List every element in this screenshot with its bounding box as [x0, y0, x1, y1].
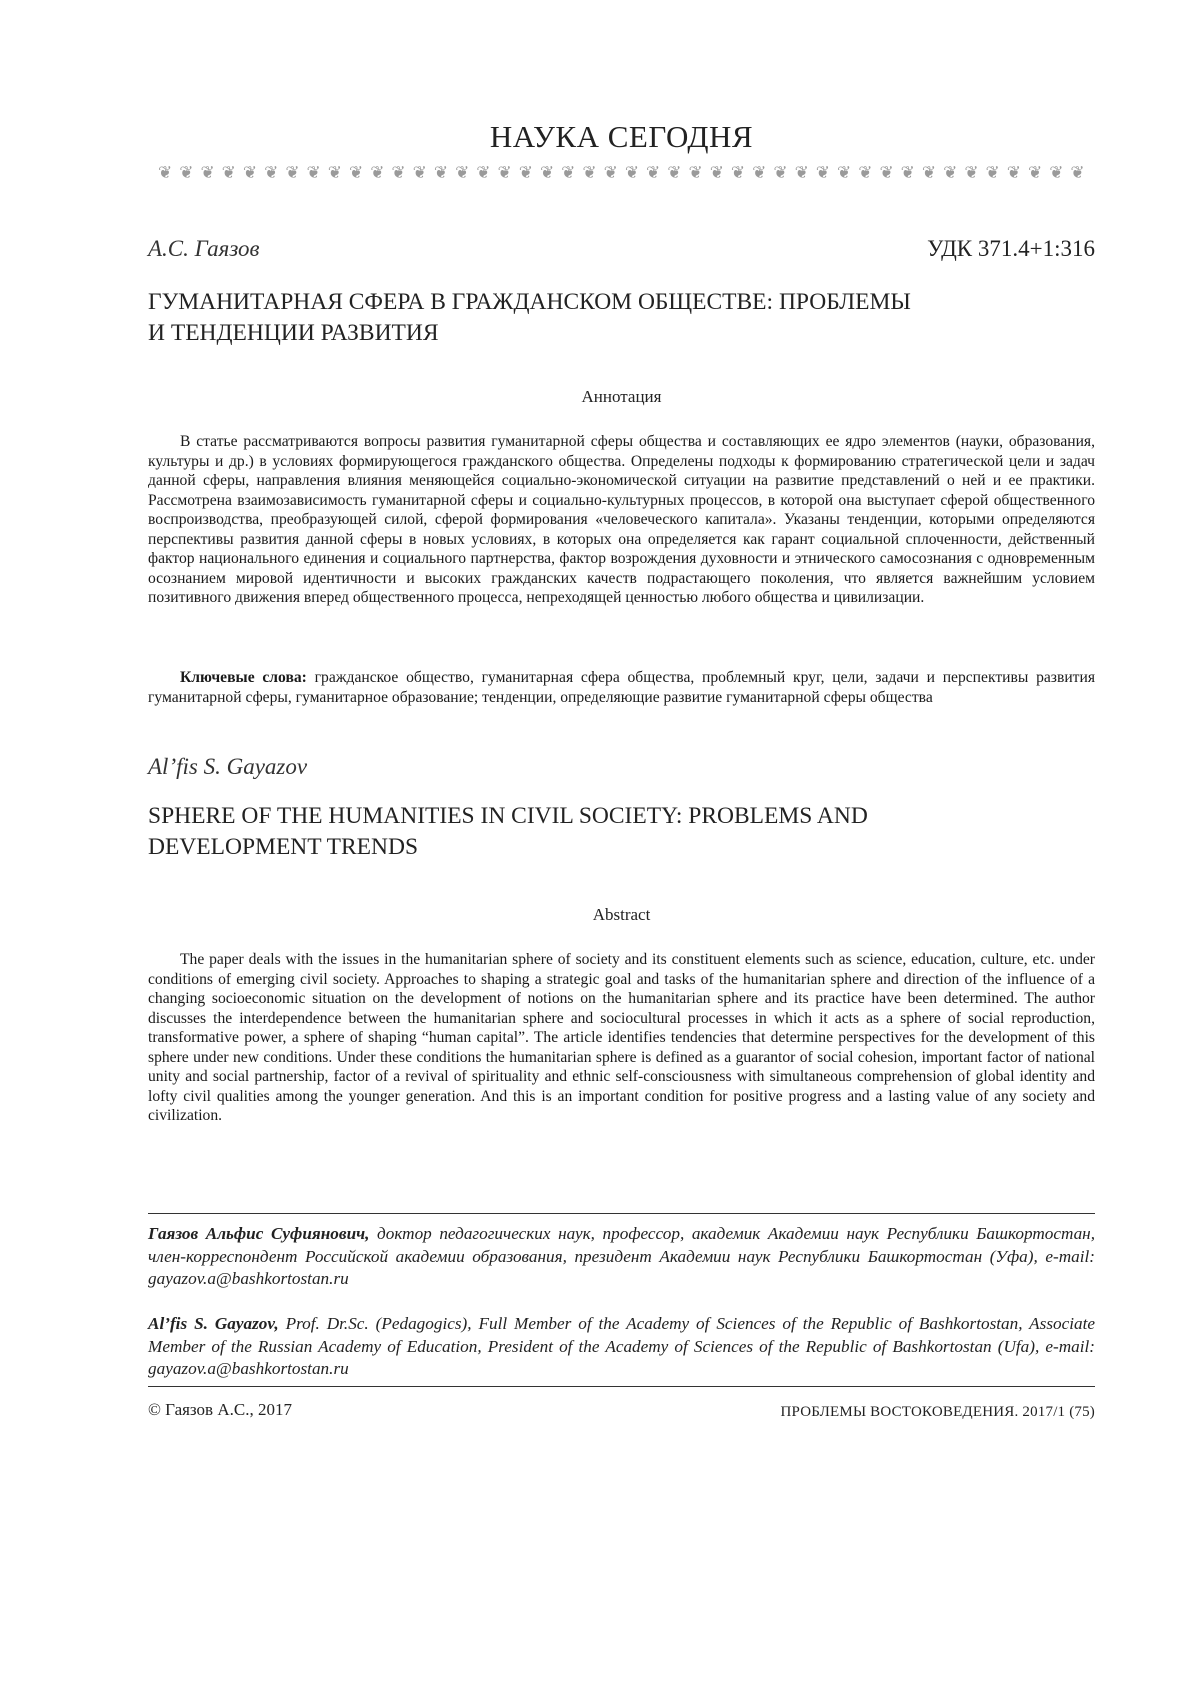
ornament-leaf-icon: ❦	[709, 163, 724, 182]
ornament-leaf-icon: ❦	[285, 163, 300, 182]
ornament-leaf-icon: ❦	[539, 163, 555, 182]
ornament-leaf-icon: ❦	[497, 163, 512, 182]
ornament-leaf-icon: ❦	[158, 163, 173, 182]
ornament-leaf-icon: ❦	[1070, 163, 1085, 182]
ornament-leaf-icon: ❦	[348, 163, 364, 182]
ornament-leaf-icon: ❦	[688, 163, 703, 182]
article-title-ru	[148, 287, 1095, 349]
ornament-leaf-icon: ❦	[879, 163, 894, 182]
ornament-leaf-icon: ❦	[773, 163, 788, 182]
ornament-leaf-icon: ❦	[837, 163, 852, 182]
ornament-leaf-icon: ❦	[582, 163, 597, 182]
ornament-leaf-icon: ❦	[264, 163, 279, 182]
keywords-label: Ключевые слова:	[180, 669, 307, 686]
ornament-leaf-icon: ❦	[985, 163, 1000, 182]
abstract-text-en: The paper deals with the issues in the humanitarian sphere of society and its constituent elements such as science, education, culture, etc. under conditions of emerging civil society. Approaches to shaping a strategic goal and tasks of the humanitarian sphere and direction of the influence of a changing socioeconomic situation on the development of notions on the humanitarian sphere and its practice have been determined. The author discusses the interdependence between the humanitarian sphere and sociocultural processes in which it acts as a sphere of social reproduction, transformative power, a sphere of shaping “human capital”. The article identifies tendencies that determine perspectives for the development of this sphere under new conditions. Under these conditions the humanitarian sphere is defined as a guarantor of social cohesion, important factor of national unity and social partnership, factor of a revival of spirituality and ethnic self-consciousness with simultaneous comprehension of global identity and lofty civil qualities among the younger generation. And this is an important condition for positive progress and a lasting value of any society and civilization.	[148, 951, 1095, 1124]
abstract-text-ru: В статье рассматриваются вопросы развития гуманитарной сферы общества и составляющих ее ядро элементов (науки, образования, культуры и др.) в условиях формирующегося гражданского общества. Определены подходы к формированию стратегической цели и задач данной сферы, направления влияния меняющейся социально-экономической ситуации на развитие представлений о ней и ее практики. Рассмотрена взаимозависимость гуманитарной сферы и социально-культурных процессов, в которой она выступает сферой общественного воспроизводства, преобразующей силой, сферой формирования «человеческого капитала». Указаны тенденции, которыми определяются перспективы развития данной сферы в новых условиях, в которых она определяется как гарант социальной сплоченности, действенный фактор национального единения и социального партнерства, фактор возрождения духовности и этнического самосознания с одновременным осознанием мировой идентичности и высоких гражданских качеств подрастающего поколения, что является важнейшим условием позитивного движения вперед общественного процесса, непреходящей ценностью любого общества и цивилизации.	[148, 433, 1095, 606]
divider-top	[148, 1213, 1095, 1214]
keywords-ru	[148, 668, 1095, 707]
author-name-ru: А.С. Гаязов	[148, 236, 260, 261]
ornament-leaf-icon: ❦	[794, 163, 809, 182]
author-bio-en	[148, 1313, 1095, 1381]
udk-code: УДК 371.4+1:316	[927, 236, 1095, 261]
journal-page	[148, 0, 1095, 1697]
copyright: © Гаязов А.С., 2017	[148, 1400, 292, 1419]
article-title-en	[148, 801, 1095, 863]
ornament-leaf-icon: ❦	[730, 163, 746, 182]
ornament-leaf-icon: ❦	[179, 163, 194, 182]
ornament-leaf-icon: ❦	[900, 163, 915, 182]
abstract-heading-ru: Аннотация	[581, 387, 662, 406]
article-title-en-line1: SPHERE OF THE HUMANITIES IN CIVIL SOCIETY: PROBLEMS AND	[148, 803, 868, 829]
author-bio-en-text: Prof. Dr.Sc. (Pedagogics), Full Member of the Academy of Sciences of the Republic of Bashkortostan, Associate Member of the Russian Academy of Education, President of the Academy of Sciences of the Republic of Bashkortostan (Ufa), e-mail: gayazov.a@bashkortostan.ru	[148, 1314, 1095, 1378]
ornament-leaf-icon: ❦	[412, 163, 427, 182]
author-udk-row	[148, 236, 1095, 262]
ornament-leaf-icon: ❦	[1027, 163, 1043, 182]
ornament-leaf-icon: ❦	[455, 163, 470, 182]
ornament-leaf-icon: ❦	[603, 163, 618, 182]
ornament-leaf-icon: ❦	[752, 163, 767, 182]
ornament-leaf-icon: ❦	[242, 163, 258, 182]
ornament-leaf-icon: ❦	[667, 163, 682, 182]
article-title-ru-line1: ГУМАНИТАРНАЯ СФЕРА В ГРАЖДАНСКОМ ОБЩЕСТВЕ: ПРОБЛЕМЫ	[148, 289, 911, 315]
ornament-leaf-icon: ❦	[624, 163, 640, 182]
ornament-border	[158, 162, 1085, 184]
ornament-leaf-icon: ❦	[921, 163, 937, 182]
ornament-leaf-icon: ❦	[646, 163, 661, 182]
ornament-leaf-icon: ❦	[327, 163, 342, 182]
ornament-leaf-icon: ❦	[518, 163, 533, 182]
ornament-leaf-icon: ❦	[433, 163, 449, 182]
divider-bottom	[148, 1386, 1095, 1387]
author-name-en: Al’fis S. Gayazov	[148, 754, 308, 779]
article-title-ru-line2: И ТЕНДЕНЦИИ РАЗВИТИЯ	[148, 320, 439, 346]
ornament-leaf-icon: ❦	[1049, 163, 1064, 182]
ornament-leaf-icon: ❦	[476, 163, 491, 182]
ornament-leaf-icon: ❦	[1006, 163, 1021, 182]
ornament-leaf-icon: ❦	[943, 163, 958, 182]
abstract-heading-en: Abstract	[592, 905, 651, 924]
author-bio-en-name: Al’fis S. Gayazov,	[148, 1314, 279, 1333]
author-bio-ru-name: Гаязов Альфис Суфиянович,	[148, 1224, 370, 1243]
ornament-leaf-icon: ❦	[391, 163, 406, 182]
author-bio-ru	[148, 1223, 1095, 1291]
ornament-leaf-icon: ❦	[221, 163, 236, 182]
ornament-leaf-icon: ❦	[815, 163, 831, 182]
journal-issue: ПРОБЛЕМЫ ВОСТОКОВЕДЕНИЯ. 2017/1 (75)	[780, 1404, 1095, 1420]
ornament-leaf-icon: ❦	[306, 163, 321, 182]
ornament-leaf-icon: ❦	[200, 163, 215, 182]
author-bio-ru-text: доктор педагогических наук, профессор, академик Академии наук Республики Башкортостан, член-корреспондент Российской академии образования, президент Академии наук Республики Башкортостан (Уфа), e-mail: gayazov.a@bashkortostan.ru	[148, 1224, 1095, 1288]
ornament-leaf-icon: ❦	[561, 163, 576, 182]
ornament-leaf-icon: ❦	[370, 163, 385, 182]
article-title-en-line2: DEVELOPMENT TRENDS	[148, 834, 419, 860]
ornament-leaf-icon: ❦	[964, 163, 979, 182]
section-title: НАУКА СЕГОДНЯ	[489, 119, 754, 154]
ornament-leaf-icon: ❦	[858, 163, 873, 182]
keywords-text: гражданское общество, гуманитарная сфера общества, проблемный круг, цели, задачи и перспективы развития гуманитарной сферы, гуманитарное образование; тенденции, определяющие развитие гуманитарной сферы общества	[148, 669, 1095, 706]
